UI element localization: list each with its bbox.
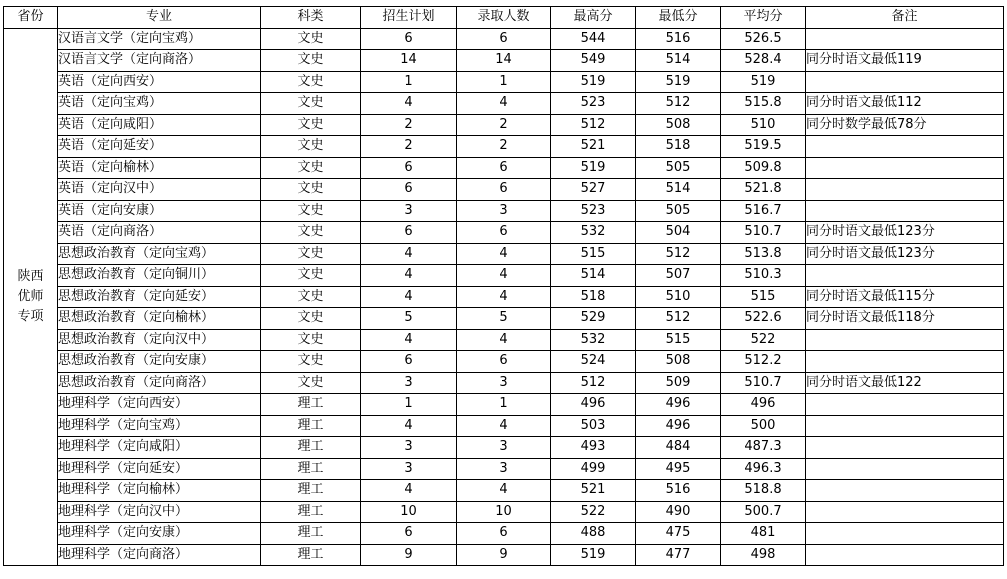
cell-note: [806, 157, 1004, 179]
cell-avg-score: 496.3: [721, 458, 806, 480]
province-line: 专项: [17, 308, 44, 324]
header-plan: 招生计划: [361, 7, 457, 29]
cell-plan: 5: [361, 308, 457, 330]
cell-min-score: 477: [636, 544, 721, 566]
cell-max-score: 519: [551, 544, 636, 566]
cell-min-score: 510: [636, 286, 721, 308]
province-line: 优师: [17, 288, 44, 304]
cell-admitted: 4: [457, 480, 551, 502]
cell-avg-score: 513.8: [721, 243, 806, 265]
cell-category: 文史: [261, 200, 361, 222]
cell-avg-score: 515.8: [721, 93, 806, 115]
table-row: [4, 394, 1004, 416]
cell-major: 思想政治教育（定向汉中）: [58, 329, 261, 351]
cell-major: 英语（定向安康）: [58, 200, 261, 222]
cell-plan: 9: [361, 544, 457, 566]
cell-plan: 1: [361, 394, 457, 416]
province-line: 陕西: [17, 268, 44, 284]
cell-category: 文史: [261, 114, 361, 136]
cell-avg-score: 510: [721, 114, 806, 136]
cell-note: [806, 437, 1004, 459]
cell-category: 文史: [261, 71, 361, 93]
cell-plan: 10: [361, 501, 457, 523]
cell-avg-score: 510.7: [721, 222, 806, 244]
cell-major: 思想政治教育（定向延安）: [58, 286, 261, 308]
cell-category: 理工: [261, 415, 361, 437]
cell-major: 地理科学（定向宝鸡）: [58, 415, 261, 437]
cell-note: [806, 351, 1004, 373]
cell-admitted: 4: [457, 286, 551, 308]
cell-max-score: 496: [551, 394, 636, 416]
cell-avg-score: 516.7: [721, 200, 806, 222]
cell-max-score: 488: [551, 523, 636, 545]
cell-note: 同分时数学最低78分: [806, 114, 1004, 136]
cell-plan: 2: [361, 136, 457, 158]
table-row: [4, 136, 1004, 158]
cell-max-score: 514: [551, 265, 636, 287]
cell-admitted: 10: [457, 501, 551, 523]
cell-note: [806, 458, 1004, 480]
cell-min-score: 508: [636, 114, 721, 136]
cell-note: 同分时语文最低118分: [806, 308, 1004, 330]
cell-max-score: 499: [551, 458, 636, 480]
cell-note: [806, 200, 1004, 222]
cell-min-score: 509: [636, 372, 721, 394]
cell-avg-score: 512.2: [721, 351, 806, 373]
cell-major: 思想政治教育（定向商洛）: [58, 372, 261, 394]
table-row: [4, 114, 1004, 136]
cell-major: 思想政治教育（定向铜川）: [58, 265, 261, 287]
cell-min-score: 519: [636, 71, 721, 93]
table-row: [4, 157, 1004, 179]
cell-major: 思想政治教育（定向安康）: [58, 351, 261, 373]
cell-category: 文史: [261, 243, 361, 265]
table-row: [4, 501, 1004, 523]
table-row: [4, 222, 1004, 244]
cell-plan: 6: [361, 157, 457, 179]
cell-max-score: 519: [551, 71, 636, 93]
header-major: 专业: [58, 7, 261, 29]
cell-note: 同分时语文最低119: [806, 50, 1004, 72]
cell-major: 英语（定向延安）: [58, 136, 261, 158]
cell-category: 文史: [261, 222, 361, 244]
cell-avg-score: 519.5: [721, 136, 806, 158]
cell-min-score: 512: [636, 243, 721, 265]
cell-min-score: 514: [636, 50, 721, 72]
cell-major: 地理科学（定向安康）: [58, 523, 261, 545]
cell-min-score: 484: [636, 437, 721, 459]
cell-min-score: 515: [636, 329, 721, 351]
cell-avg-score: 521.8: [721, 179, 806, 201]
table-row: [4, 544, 1004, 566]
cell-avg-score: 496: [721, 394, 806, 416]
cell-plan: 6: [361, 523, 457, 545]
cell-min-score: 514: [636, 179, 721, 201]
cell-max-score: 544: [551, 28, 636, 50]
cell-note: [806, 28, 1004, 50]
cell-avg-score: 519: [721, 71, 806, 93]
cell-avg-score: 510.3: [721, 265, 806, 287]
cell-major: 英语（定向西安）: [58, 71, 261, 93]
cell-major: 地理科学（定向商洛）: [58, 544, 261, 566]
cell-note: [806, 71, 1004, 93]
cell-admitted: 4: [457, 265, 551, 287]
cell-category: 文史: [261, 179, 361, 201]
header-max-score: 最高分: [551, 7, 636, 29]
cell-category: 文史: [261, 265, 361, 287]
cell-max-score: 532: [551, 222, 636, 244]
cell-admitted: 14: [457, 50, 551, 72]
cell-major: 汉语言文学（定向宝鸡）: [58, 28, 261, 50]
cell-plan: 4: [361, 93, 457, 115]
table-row: [4, 93, 1004, 115]
cell-major: 思想政治教育（定向榆林）: [58, 308, 261, 330]
cell-avg-score: 510.7: [721, 372, 806, 394]
cell-min-score: 518: [636, 136, 721, 158]
header-province: 省份: [4, 7, 58, 29]
table-row: [4, 179, 1004, 201]
cell-category: 文史: [261, 136, 361, 158]
cell-admitted: 6: [457, 523, 551, 545]
table-row: [4, 71, 1004, 93]
table-row: [4, 28, 1004, 50]
cell-category: 文史: [261, 28, 361, 50]
cell-note: [806, 136, 1004, 158]
cell-major: 地理科学（定向榆林）: [58, 480, 261, 502]
cell-min-score: 512: [636, 308, 721, 330]
cell-avg-score: 481: [721, 523, 806, 545]
cell-plan: 14: [361, 50, 457, 72]
cell-admitted: 5: [457, 308, 551, 330]
cell-category: 文史: [261, 372, 361, 394]
cell-province: [4, 28, 58, 566]
cell-category: 文史: [261, 351, 361, 373]
cell-max-score: 519: [551, 157, 636, 179]
cell-plan: 6: [361, 179, 457, 201]
cell-avg-score: 522.6: [721, 308, 806, 330]
cell-category: 理工: [261, 480, 361, 502]
cell-plan: 6: [361, 222, 457, 244]
cell-max-score: 522: [551, 501, 636, 523]
cell-plan: 4: [361, 286, 457, 308]
cell-category: 理工: [261, 458, 361, 480]
cell-major: 英语（定向宝鸡）: [58, 93, 261, 115]
cell-avg-score: 528.4: [721, 50, 806, 72]
cell-major: 英语（定向咸阳）: [58, 114, 261, 136]
cell-note: [806, 480, 1004, 502]
cell-plan: 3: [361, 437, 457, 459]
cell-major: 地理科学（定向延安）: [58, 458, 261, 480]
cell-max-score: 523: [551, 93, 636, 115]
cell-min-score: 495: [636, 458, 721, 480]
cell-major: 英语（定向榆林）: [58, 157, 261, 179]
cell-max-score: 521: [551, 136, 636, 158]
cell-note: [806, 265, 1004, 287]
cell-note: [806, 179, 1004, 201]
cell-category: 文史: [261, 286, 361, 308]
cell-admitted: 4: [457, 243, 551, 265]
cell-category: 理工: [261, 501, 361, 523]
cell-category: 理工: [261, 394, 361, 416]
cell-note: [806, 415, 1004, 437]
cell-max-score: 512: [551, 372, 636, 394]
cell-admitted: 1: [457, 394, 551, 416]
cell-admitted: 6: [457, 351, 551, 373]
cell-max-score: 529: [551, 308, 636, 330]
cell-admitted: 3: [457, 200, 551, 222]
cell-min-score: 505: [636, 200, 721, 222]
cell-plan: 4: [361, 480, 457, 502]
cell-min-score: 504: [636, 222, 721, 244]
cell-plan: 4: [361, 329, 457, 351]
cell-category: 文史: [261, 308, 361, 330]
header-avg-score: 平均分: [721, 7, 806, 29]
cell-admitted: 4: [457, 415, 551, 437]
cell-admitted: 6: [457, 28, 551, 50]
cell-max-score: 512: [551, 114, 636, 136]
cell-category: 理工: [261, 437, 361, 459]
cell-plan: 4: [361, 243, 457, 265]
cell-note: 同分时语文最低123分: [806, 243, 1004, 265]
cell-admitted: 1: [457, 71, 551, 93]
cell-avg-score: 500.7: [721, 501, 806, 523]
cell-category: 文史: [261, 329, 361, 351]
cell-max-score: 521: [551, 480, 636, 502]
table-row: [4, 265, 1004, 287]
cell-category: 理工: [261, 523, 361, 545]
table-body: [4, 28, 1004, 566]
cell-category: 文史: [261, 157, 361, 179]
cell-max-score: 523: [551, 200, 636, 222]
cell-plan: 4: [361, 265, 457, 287]
cell-admitted: 3: [457, 437, 551, 459]
cell-plan: 6: [361, 28, 457, 50]
table-row: [4, 523, 1004, 545]
cell-category: 文史: [261, 50, 361, 72]
cell-major: 思想政治教育（定向宝鸡）: [58, 243, 261, 265]
cell-note: 同分时语文最低123分: [806, 222, 1004, 244]
cell-major: 地理科学（定向咸阳）: [58, 437, 261, 459]
table-row: [4, 415, 1004, 437]
header-min-score: 最低分: [636, 7, 721, 29]
cell-note: [806, 394, 1004, 416]
cell-admitted: 9: [457, 544, 551, 566]
table-row: [4, 243, 1004, 265]
header-row: [4, 7, 1004, 29]
table-header: [4, 7, 1004, 29]
cell-admitted: 4: [457, 93, 551, 115]
cell-admitted: 6: [457, 222, 551, 244]
cell-note: [806, 501, 1004, 523]
table-row: [4, 458, 1004, 480]
cell-major: 地理科学（定向汉中）: [58, 501, 261, 523]
cell-min-score: 496: [636, 394, 721, 416]
cell-note: [806, 523, 1004, 545]
cell-max-score: 524: [551, 351, 636, 373]
cell-min-score: 475: [636, 523, 721, 545]
cell-max-score: 515: [551, 243, 636, 265]
cell-min-score: 490: [636, 501, 721, 523]
cell-category: 文史: [261, 93, 361, 115]
cell-note: [806, 329, 1004, 351]
cell-avg-score: 500: [721, 415, 806, 437]
table-row: [4, 308, 1004, 330]
cell-major: 汉语言文学（定向商洛）: [58, 50, 261, 72]
cell-admitted: 6: [457, 157, 551, 179]
cell-min-score: 512: [636, 93, 721, 115]
cell-admitted: 2: [457, 136, 551, 158]
cell-plan: 1: [361, 71, 457, 93]
cell-max-score: 503: [551, 415, 636, 437]
table-row: [4, 286, 1004, 308]
cell-admitted: 3: [457, 372, 551, 394]
cell-avg-score: 526.5: [721, 28, 806, 50]
table-row: [4, 372, 1004, 394]
cell-avg-score: 509.8: [721, 157, 806, 179]
cell-major: 英语（定向汉中）: [58, 179, 261, 201]
cell-min-score: 516: [636, 28, 721, 50]
table-row: [4, 200, 1004, 222]
cell-max-score: 549: [551, 50, 636, 72]
cell-note: 同分时语文最低115分: [806, 286, 1004, 308]
cell-min-score: 508: [636, 351, 721, 373]
cell-max-score: 532: [551, 329, 636, 351]
table-row: [4, 329, 1004, 351]
cell-note: 同分时语文最低122: [806, 372, 1004, 394]
cell-avg-score: 515: [721, 286, 806, 308]
header-category: 科类: [261, 7, 361, 29]
cell-admitted: 3: [457, 458, 551, 480]
cell-min-score: 505: [636, 157, 721, 179]
cell-plan: 3: [361, 372, 457, 394]
cell-avg-score: 518.8: [721, 480, 806, 502]
cell-min-score: 507: [636, 265, 721, 287]
cell-note: [806, 544, 1004, 566]
cell-plan: 6: [361, 351, 457, 373]
cell-plan: 3: [361, 458, 457, 480]
table-row: [4, 351, 1004, 373]
cell-plan: 2: [361, 114, 457, 136]
cell-category: 理工: [261, 544, 361, 566]
cell-min-score: 496: [636, 415, 721, 437]
admission-table: [3, 6, 1004, 566]
table-row: [4, 50, 1004, 72]
cell-admitted: 6: [457, 179, 551, 201]
cell-major: 英语（定向商洛）: [58, 222, 261, 244]
cell-admitted: 2: [457, 114, 551, 136]
header-admitted: 录取人数: [457, 7, 551, 29]
cell-max-score: 527: [551, 179, 636, 201]
cell-avg-score: 498: [721, 544, 806, 566]
cell-plan: 3: [361, 200, 457, 222]
cell-admitted: 4: [457, 329, 551, 351]
cell-plan: 4: [361, 415, 457, 437]
cell-avg-score: 487.3: [721, 437, 806, 459]
table-row: [4, 480, 1004, 502]
cell-max-score: 518: [551, 286, 636, 308]
cell-avg-score: 522: [721, 329, 806, 351]
cell-note: 同分时语文最低112: [806, 93, 1004, 115]
table-row: [4, 437, 1004, 459]
header-note: 备注: [806, 7, 1004, 29]
cell-min-score: 516: [636, 480, 721, 502]
cell-max-score: 493: [551, 437, 636, 459]
cell-major: 地理科学（定向西安）: [58, 394, 261, 416]
